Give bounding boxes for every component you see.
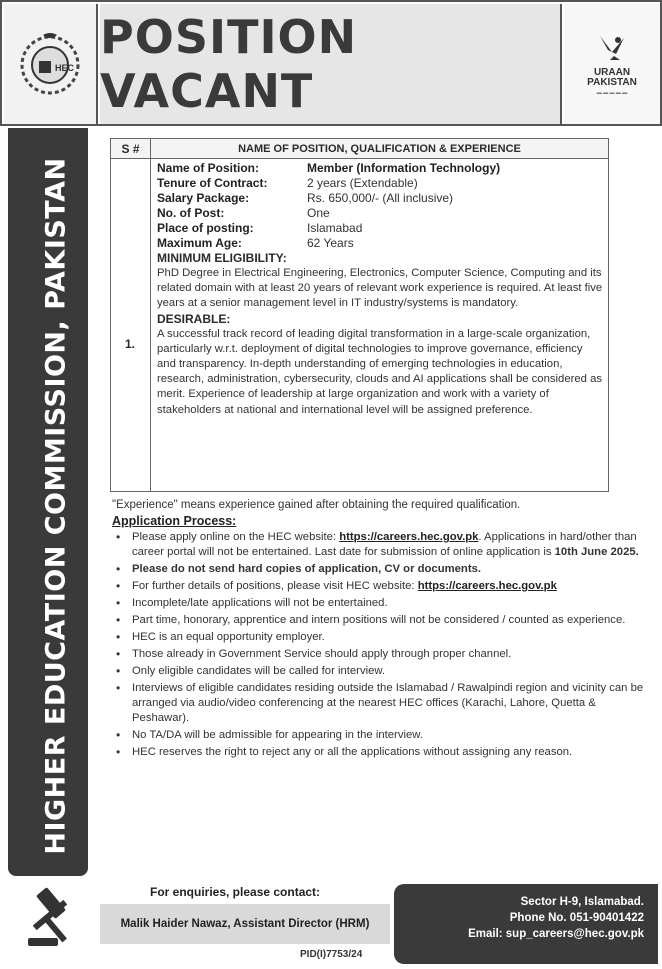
hec-emblem-icon [15, 29, 85, 99]
position-details [157, 161, 603, 418]
field-no-of-post [157, 206, 603, 221]
field-salary [157, 191, 603, 206]
instruction-text: Please do not send hard copies of application, CV or documents. [132, 563, 482, 575]
instruction-text: . Applications in hard/other than career portal will not be entertained. Last date for submission of online application is [132, 531, 637, 558]
list-item [116, 681, 646, 726]
instruction-text: HEC reserves the right to reject any or all the applications without assigning any reason. [132, 746, 573, 758]
side-strip [8, 128, 88, 876]
field-label: Tenure of Contract: [157, 176, 268, 190]
bullet-icon: • [116, 596, 121, 610]
field-value: One [307, 206, 330, 220]
list-item [116, 579, 646, 594]
instruction-text: Interviews of eligible candidates residing outside the Islamabad / Rawalpindi region and vicinity can be arranged via audio/video conferencing at the nearest HEC offices (Karachi, Lahore, Quetta & Peshawar). [132, 682, 644, 724]
address-box [394, 884, 658, 964]
list-item [116, 664, 646, 679]
instruction-text: HEC is an equal opportunity employer. [132, 631, 325, 643]
instruction-text: For further details of positions, please visit HEC website: [132, 580, 418, 592]
bullet-icon: • [116, 664, 121, 678]
side-band [0, 126, 96, 879]
list-item [116, 630, 646, 645]
desirable-text: A successful track record of leading digital transformation in a large-scale organization, particularly w.r.t. deployment of digital technologies to improve governance, efficiency and transparency. In-depth understanding of emerging technologies in education, research, administration, cybersecurity, clouds and AI applications shall be considered as merit. Experience of leadership at large organization and work with a variety of stakeholders at national and international level will be assigned preference. [157, 327, 602, 416]
positions-table [110, 138, 609, 492]
organization-name-vertical: HIGHER EDUCATION COMMISSION, PAKISTAN [40, 157, 72, 855]
bullet-icon: • [116, 630, 121, 644]
svg-text:HEC: HEC [55, 63, 75, 73]
bullet-icon: • [116, 562, 121, 576]
phone-number: Phone No. 051-90401422 [509, 912, 644, 924]
contact-person: Malik Haider Nawaz, Assistant Director (HRM) [120, 918, 370, 930]
uraan-logo-line2: PAKISTAN [587, 77, 637, 88]
field-label: No. of Post: [157, 206, 225, 220]
field-value: 2 years (Extendable) [307, 176, 418, 190]
contact-person-bar [100, 904, 390, 944]
list-item [116, 530, 646, 560]
list-item [116, 596, 646, 611]
office-address: Sector H-9, Islamabad. [520, 896, 644, 908]
contact-email[interactable]: Email: sup_careers@hec.gov.pk [468, 928, 644, 940]
field-label: Name of Position: [157, 161, 260, 175]
serial-number-header: S # [111, 139, 151, 159]
title-banner [100, 4, 562, 124]
experience-note: "Experience" means experience gained after obtaining the required qualification. [112, 499, 521, 511]
instruction-text: Please apply online on the HEC website: [132, 531, 340, 543]
application-instructions [116, 530, 646, 762]
serial-number-column [111, 159, 151, 491]
careers-link[interactable]: https://careers.hec.gov.pk [417, 580, 557, 592]
uraan-pakistan-logo [564, 4, 660, 124]
application-process-heading: Application Process: [112, 514, 237, 528]
field-tenure [157, 176, 603, 191]
bullet-icon: • [116, 681, 121, 695]
enquiries-heading: For enquiries, please contact: [150, 885, 321, 899]
list-item [116, 647, 646, 662]
bullet-icon: • [116, 579, 121, 593]
field-value: Member (Information Technology) [307, 161, 501, 175]
list-item [116, 562, 646, 577]
list-item [116, 728, 646, 743]
desirable-heading: DESIRABLE: [157, 311, 231, 326]
field-place-of-posting [157, 221, 603, 236]
field-label: Place of posting: [157, 221, 254, 235]
position-header: NAME OF POSITION, QUALIFICATION & EXPERIENCE [238, 143, 521, 155]
page-title: POSITION VACANT [100, 10, 358, 118]
gavel-icon [22, 884, 82, 952]
list-item [116, 745, 646, 760]
field-value: 62 Years [307, 236, 354, 250]
table-header-row [111, 139, 608, 159]
instruction-text: Only eligible candidates will be called for interview. [132, 665, 386, 677]
hec-logo [4, 4, 98, 124]
uraan-bird-icon [594, 32, 630, 64]
instruction-text: Incomplete/late applications will not be entertained. [132, 597, 388, 609]
bullet-icon: • [116, 647, 121, 661]
min-eligibility-text: PhD Degree in Electrical Engineering, Electronics, Computer Science, Computing and its related domain with at least 20 years of relevant work experience is required. At least five years at a senior management level in IT industry/systems is mandatory. [157, 267, 603, 310]
careers-link[interactable]: https://careers.hec.gov.pk [339, 531, 479, 543]
bullet-icon: • [116, 530, 121, 544]
instruction-text: Part time, honorary, apprentice and intern positions will not be considered / counted as experience. [132, 614, 626, 626]
instruction-text: No TA/DA will be admissible for appearing in the interview. [132, 729, 423, 741]
instruction-text: Those already in Government Service should apply through proper channel. [132, 648, 512, 660]
field-name-of-position [157, 161, 603, 176]
field-label: Salary Package: [157, 191, 250, 205]
field-maximum-age [157, 236, 603, 251]
deadline-date: 10th June 2025. [554, 546, 639, 558]
bullet-icon: • [116, 745, 121, 759]
min-eligibility-heading: MINIMUM ELIGIBILITY: [157, 251, 287, 265]
bullet-icon: • [116, 728, 121, 742]
uraan-logo-tagline-graphic: ▬ ▬ ▬ ▬ ▬ [596, 90, 628, 96]
field-value: Islamabad [307, 221, 363, 235]
field-value: Rs. 650,000/- (All inclusive) [307, 191, 454, 205]
list-item [116, 613, 646, 628]
pid-number: PID(I)7753/24 [300, 949, 363, 960]
uraan-logo-line1: URAAN [593, 67, 631, 78]
field-label: Maximum Age: [157, 236, 242, 250]
serial-number: 1. [125, 337, 136, 351]
bullet-icon: • [116, 613, 121, 627]
header [0, 0, 662, 126]
